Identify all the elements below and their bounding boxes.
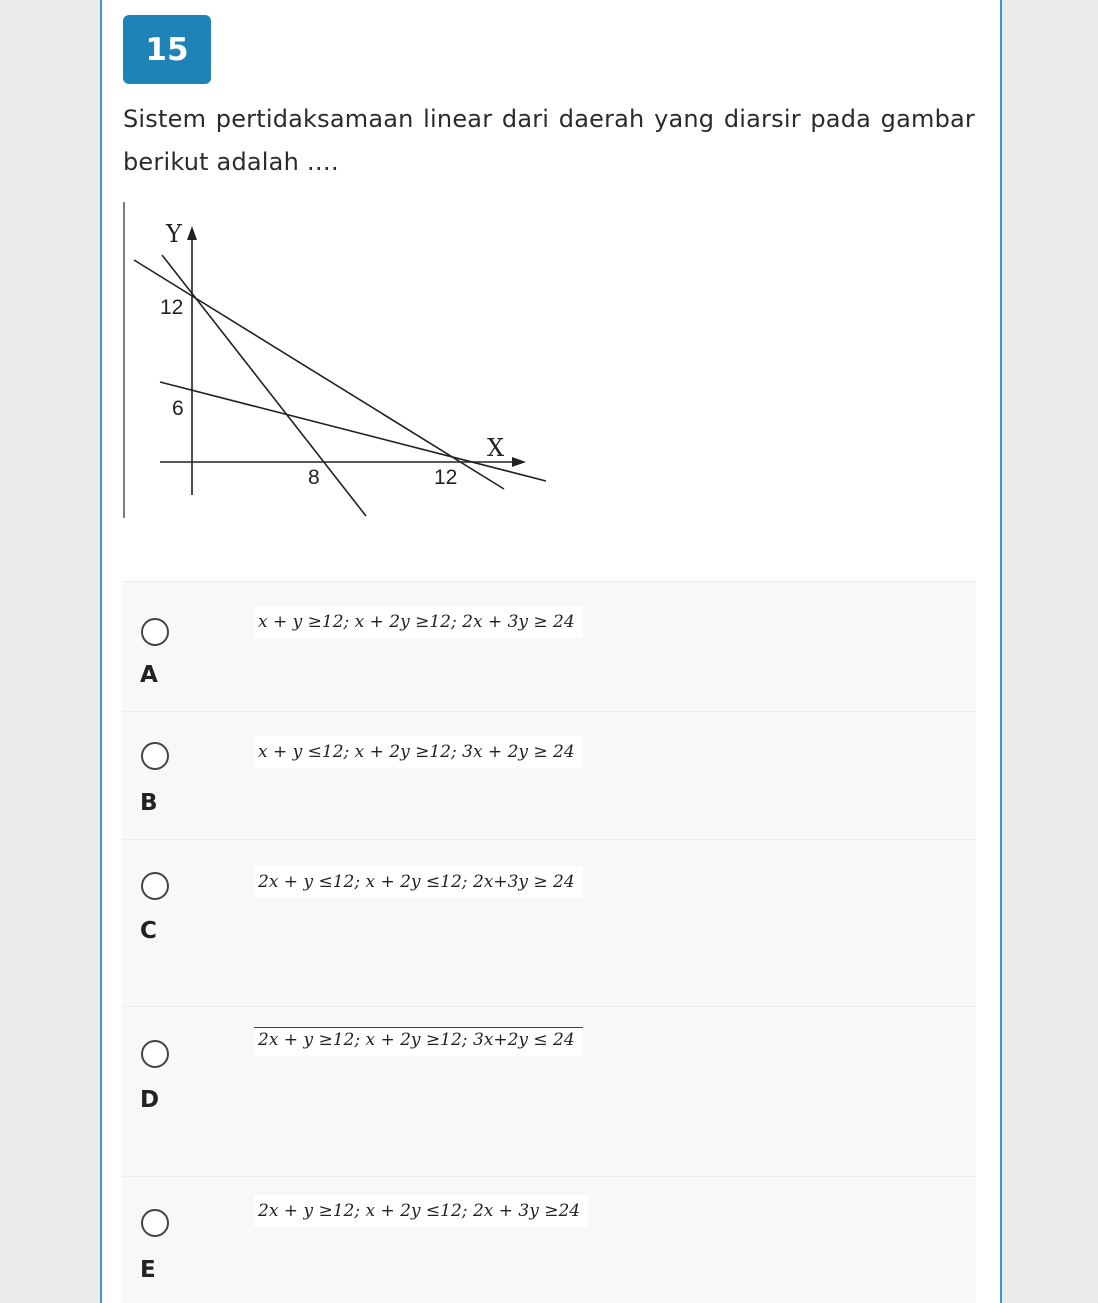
graph-figure — [122, 200, 552, 520]
letter-c: C — [140, 918, 157, 944]
radio-e[interactable] — [141, 1209, 169, 1237]
radio-c[interactable] — [141, 872, 169, 900]
y-tick-12: 12 — [160, 296, 184, 319]
letter-d: D — [140, 1087, 160, 1113]
letter-e: E — [140, 1257, 156, 1283]
left-margin — [0, 0, 102, 1303]
option-c[interactable] — [122, 839, 976, 1007]
question-number-badge: 15 — [123, 15, 211, 84]
formula-e: 2x + y ≥12; x + 2y ≤12; 2x + 3y ≥24 — [254, 1195, 588, 1227]
letter-b: B — [140, 790, 158, 816]
question-card — [102, 0, 1000, 1303]
formula-d: 2x + y ≥12; x + 2y ≥12; 3x+2y ≤ 24 — [254, 1027, 583, 1056]
x-tick-12: 12 — [434, 466, 458, 489]
radio-d[interactable] — [141, 1040, 169, 1068]
formula-a: x + y ≥12; x + 2y ≥12; 2x + 3y ≥ 24 — [254, 606, 583, 638]
x-axis-label: X — [487, 434, 505, 462]
formula-b: x + y ≤12; x + 2y ≥12; 3x + 2y ≥ 24 — [254, 736, 583, 768]
radio-a[interactable] — [141, 618, 169, 646]
x-axis-arrow — [512, 457, 526, 467]
y-tick-6: 6 — [172, 397, 184, 420]
graph-svg — [122, 200, 552, 520]
option-b[interactable] — [122, 711, 976, 840]
option-d[interactable] — [122, 1006, 976, 1177]
y-axis-label: Y — [166, 220, 182, 248]
option-e[interactable] — [122, 1176, 976, 1303]
y-axis-arrow — [187, 226, 197, 240]
formula-c: 2x + y ≤12; x + 2y ≤12; 2x+3y ≥ 24 — [254, 866, 583, 898]
line-x-plus-2y-12-lower — [160, 382, 546, 481]
x-tick-8: 8 — [308, 466, 320, 489]
option-a[interactable] — [122, 581, 976, 712]
letter-a: A — [140, 662, 158, 688]
radio-b[interactable] — [141, 742, 169, 770]
question-text: Sistem pertidaksamaan linear dari daerah yang diarsir pada gambar berikut adalah …. — [123, 105, 975, 176]
right-margin — [1000, 0, 1098, 1303]
